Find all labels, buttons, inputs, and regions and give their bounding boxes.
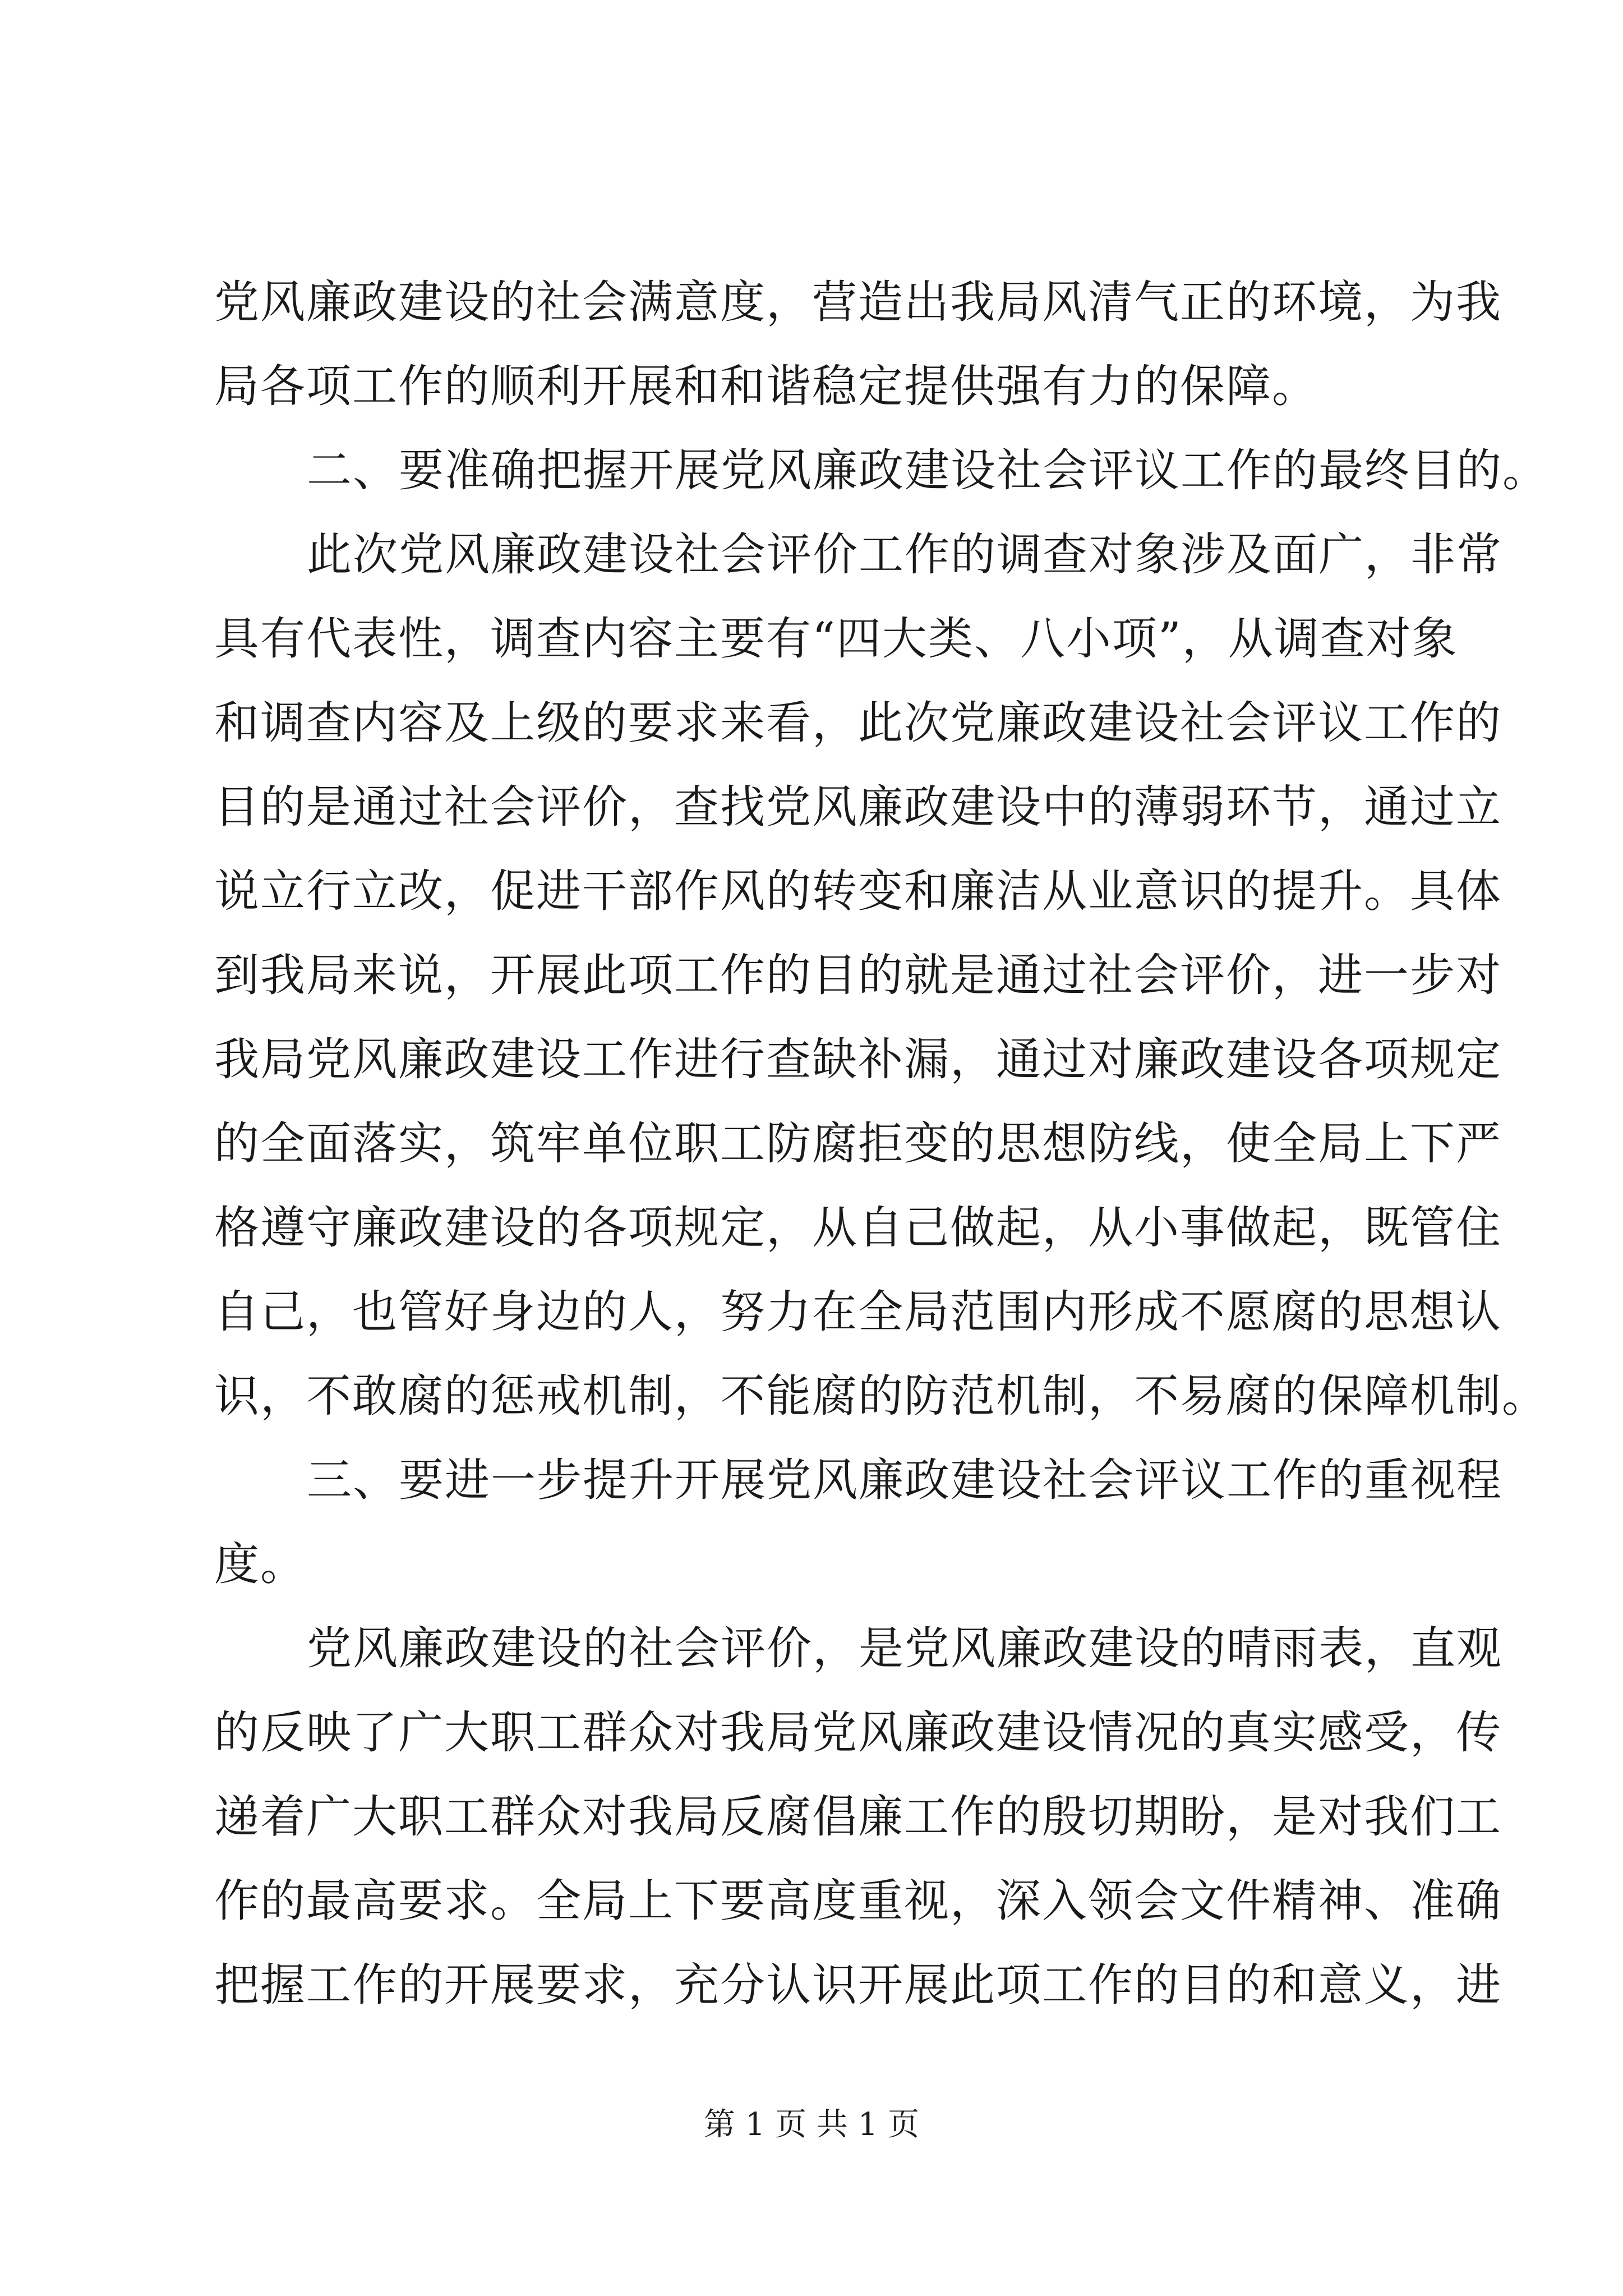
text-line: 党风廉政建设的社会满意度，营造出我局风清气正的环境，为我: [214, 276, 1502, 328]
text-line: 二、要准确把握开展党风廉政建设社会评议工作的最终目的。: [307, 444, 1548, 496]
text-line: 党风廉政建设的社会评价，是党风廉政建设的晴雨表，直观: [307, 1622, 1502, 1674]
text-line: 的全面落实，筑牢单位职工防腐拒变的思想防线，使全局上下严: [214, 1117, 1502, 1170]
text-line: 作的最高要求。全局上下要高度重视，深入领会文件精神、准确: [214, 1875, 1502, 1927]
text-line: 自己，也管好身边的人，努力在全局范围内形成不愿腐的思想认: [214, 1286, 1502, 1338]
text-line: 到我局来说，开展此项工作的目的就是通过社会评价，进一步对: [214, 949, 1502, 1001]
text-line: 说立行立改，促进干部作风的转变和廉洁从业意识的提升。具体: [214, 865, 1502, 917]
text-line: 三、要进一步提升开展党风廉政建设社会评议工作的重视程: [307, 1454, 1502, 1506]
text-line: 识，不敢腐的惩戒机制，不能腐的防范机制，不易腐的保障机制。: [214, 1370, 1548, 1422]
text-line: 格遵守廉政建设的各项规定，从自己做起，从小事做起，既管住: [214, 1202, 1502, 1254]
text-line: 我局党风廉政建设工作进行查缺补漏，通过对廉政建设各项规定: [214, 1033, 1502, 1085]
document-body: [214, 260, 1548, 2027]
text-line: 局各项工作的顺利开展和和谐稳定提供强有力的保障。: [214, 360, 1318, 412]
text-line: 把握工作的开展要求，充分认识开展此项工作的目的和意义，进: [214, 1959, 1502, 2011]
text-line: 目的是通过社会评价，查找党风廉政建设中的薄弱环节，通过立: [214, 781, 1502, 833]
text-line: 具有代表性，调查内容主要有“四大类、八小项”，从调查对象: [214, 613, 1458, 665]
text-line: 的反映了广大职工群众对我局党风廉政建设情况的真实感受，传: [214, 1706, 1502, 1759]
page-footer: 第 1 页 共 1 页: [703, 2106, 920, 2143]
text-line: 度。: [214, 1538, 306, 1590]
text-line: 和调查内容及上级的要求来看，此次党廉政建设社会评议工作的: [214, 697, 1502, 749]
text-line: 此次党风廉政建设社会评价工作的调查对象涉及面广，非常: [307, 528, 1502, 581]
text-line: 递着广大职工群众对我局反腐倡廉工作的殷切期盼，是对我们工: [214, 1791, 1502, 1843]
